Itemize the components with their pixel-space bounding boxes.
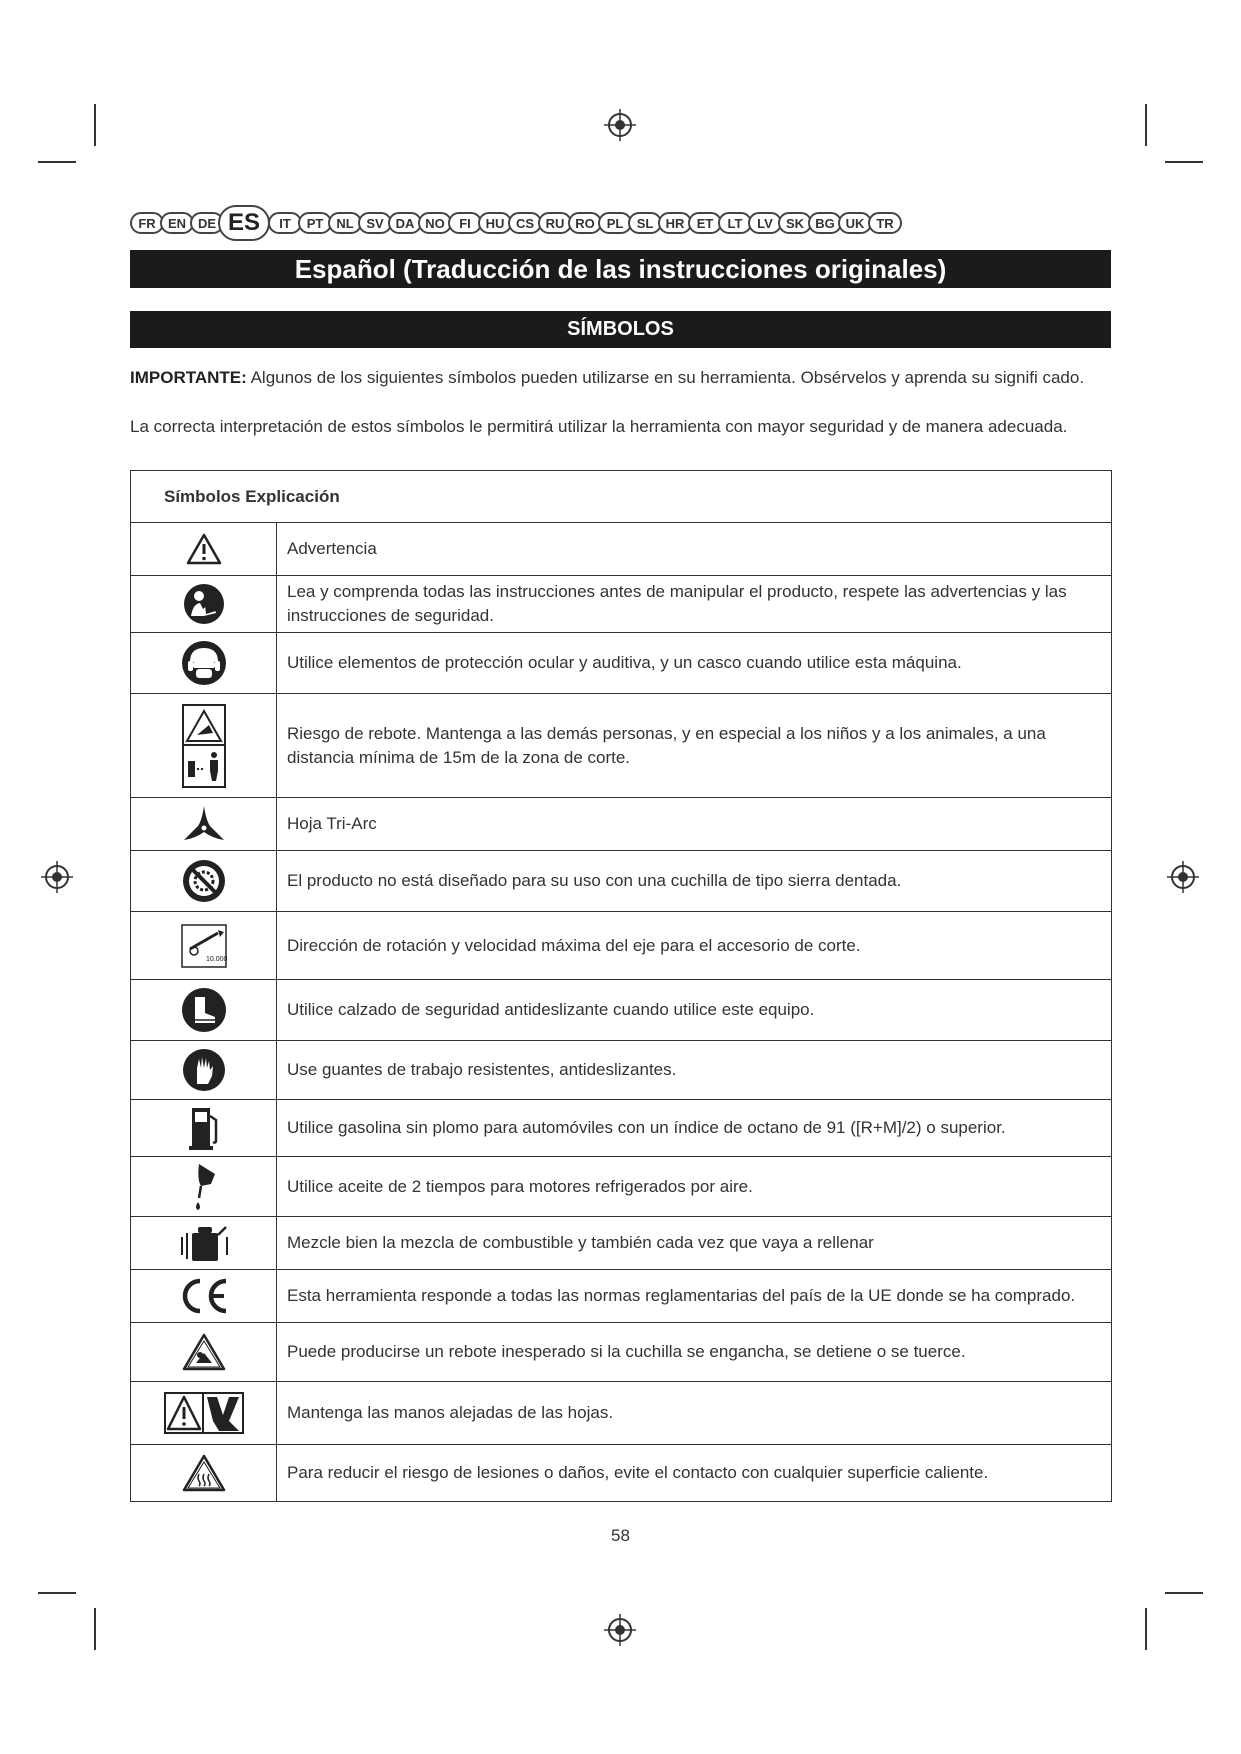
registration-target-icon — [603, 1613, 637, 1647]
language-pill-et: ET — [688, 212, 722, 234]
eye-ear-head-protection-icon — [181, 640, 227, 686]
language-pill-it: IT — [268, 212, 302, 234]
language-pill-pt: PT — [298, 212, 332, 234]
intro-paragraph: La correcta interpretación de estos símbolos le permitirá utilizar la herramienta con mayor seguridad y de manera adecuada. — [130, 417, 1068, 436]
row-text: Utilice calzado de seguridad antideslizante cuando utilice este equipo. — [277, 980, 1112, 1041]
row-text: Riesgo de rebote. Mantenga a las demás personas, y en especial a los niños y a los animales, a una distancia mínima de 15m de la zona de corte. — [277, 694, 1112, 798]
language-pill-sl: SL — [628, 212, 662, 234]
crop-mark — [1145, 104, 1147, 146]
registration-target-icon — [1166, 860, 1200, 894]
row-text: El producto no está diseñado para su uso con una cuchilla de tipo sierra dentada. — [277, 851, 1112, 912]
crop-mark — [94, 1608, 96, 1650]
table-row — [131, 1100, 1112, 1157]
crop-mark — [94, 104, 96, 146]
row-text: Mantenga las manos alejadas de las hojas. — [277, 1382, 1112, 1445]
row-text: Dirección de rotación y velocidad máxima del eje para el accesorio de corte. — [277, 912, 1112, 980]
language-pill-ro: RO — [568, 212, 602, 234]
table-row — [131, 523, 1112, 576]
row-text: Advertencia — [277, 523, 1112, 576]
page-number: 58 — [611, 1526, 630, 1545]
table-row — [131, 1445, 1112, 1502]
language-pill-ru: RU — [538, 212, 572, 234]
table-row — [131, 1382, 1112, 1445]
language-pill-fi: FI — [448, 212, 482, 234]
language-pill-tr: TR — [868, 212, 902, 234]
language-pill-sk: SK — [778, 212, 812, 234]
oil-drop-icon — [189, 1162, 219, 1212]
important-text: Algunos de los siguientes símbolos pueden utilizarse en su herramienta. Obsérvelos y aprenda su signifi cado. — [246, 368, 1085, 387]
tri-arc-blade-icon — [182, 804, 226, 844]
language-pill-cs: CS — [508, 212, 542, 234]
language-pill-lt: LT — [718, 212, 752, 234]
row-text: Utilice elementos de protección ocular y auditiva, y un casco cuando utilice esta máquina. — [277, 633, 1112, 694]
language-pill-hu: HU — [478, 212, 512, 234]
row-text: Utilice gasolina sin plomo para automóviles con un índice de octano de 91 ([R+M]/2) o superior. — [277, 1100, 1112, 1157]
fuel-can-mix-icon — [174, 1223, 234, 1263]
language-pill-no: NO — [418, 212, 452, 234]
row-text: Esta herramienta responde a todas las normas reglamentarias del país de la UE donde se ha comprado. — [277, 1270, 1112, 1323]
row-text: Use guantes de trabajo resistentes, antideslizantes. — [277, 1041, 1112, 1100]
language-pill-nl: NL — [328, 212, 362, 234]
table-row — [131, 1041, 1112, 1100]
safety-boots-icon — [181, 987, 227, 1033]
language-selector — [130, 205, 1110, 241]
language-pill-da: DA — [388, 212, 422, 234]
table-row — [131, 980, 1112, 1041]
table-row — [131, 1270, 1112, 1323]
row-text: Hoja Tri-Arc — [277, 798, 1112, 851]
table-row — [131, 1157, 1112, 1217]
language-pill-uk: UK — [838, 212, 872, 234]
crop-mark — [38, 161, 76, 163]
crop-mark — [1165, 1592, 1203, 1594]
table-header: Símbolos Explicación — [131, 471, 1112, 523]
registration-target-icon — [603, 108, 637, 142]
crop-mark — [1145, 1608, 1147, 1650]
table-row — [131, 633, 1112, 694]
table-row — [131, 1323, 1112, 1382]
page-title: Español (Traducción de las instrucciones originales) — [130, 250, 1111, 288]
row-text: Utilice aceite de 2 tiempos para motores refrigerados por aire. — [277, 1157, 1112, 1217]
unexpected-kickback-icon — [182, 1333, 226, 1371]
rotation-speed-icon — [180, 923, 228, 969]
ce-mark-icon — [176, 1277, 232, 1315]
table-row — [131, 1217, 1112, 1270]
registration-target-icon — [40, 860, 74, 894]
language-pill-lv: LV — [748, 212, 782, 234]
table-row — [131, 576, 1112, 633]
crop-mark — [38, 1592, 76, 1594]
language-pill-bg: BG — [808, 212, 842, 234]
read-manual-icon — [183, 583, 225, 625]
gloves-icon — [182, 1048, 226, 1092]
hands-away-icon — [163, 1391, 245, 1435]
language-pill-en: EN — [160, 212, 194, 234]
svg-text:10.000: 10.000 — [205, 955, 227, 963]
important-paragraph — [130, 367, 1111, 388]
row-text: Puede producirse un rebote inesperado si la cuchilla se engancha, se detiene o se tuerce. — [277, 1323, 1112, 1382]
language-pill-de: DE — [190, 212, 224, 234]
table-row — [131, 912, 1112, 980]
row-text: Lea y comprenda todas las instrucciones antes de manipular el producto, respete las advertencias y las instrucciones de seguridad. — [277, 576, 1112, 633]
no-saw-blade-icon — [182, 859, 226, 903]
hot-surface-icon — [182, 1454, 226, 1492]
crop-mark — [1165, 161, 1203, 163]
warning-triangle-icon — [186, 533, 222, 565]
row-text: Mezcle bien la mezcla de combustible y también cada vez que vaya a rellenar — [277, 1217, 1112, 1270]
table-row — [131, 798, 1112, 851]
table-row — [131, 851, 1112, 912]
important-label: IMPORTANTE: — [130, 368, 247, 387]
row-text: Para reducir el riesgo de lesiones o daños, evite el contacto con cualquier superficie caliente. — [277, 1445, 1112, 1502]
fuel-pump-icon — [186, 1104, 222, 1152]
language-pill-sv: SV — [358, 212, 392, 234]
symbols-table — [130, 470, 1112, 1502]
language-pill-es: ES — [218, 205, 270, 241]
kickback-distance-icon — [181, 703, 227, 789]
language-pill-hr: HR — [658, 212, 692, 234]
language-pill-pl: PL — [598, 212, 632, 234]
table-row — [131, 694, 1112, 798]
language-pill-fr: FR — [130, 212, 164, 234]
section-heading: SÍMBOLOS — [130, 311, 1111, 348]
